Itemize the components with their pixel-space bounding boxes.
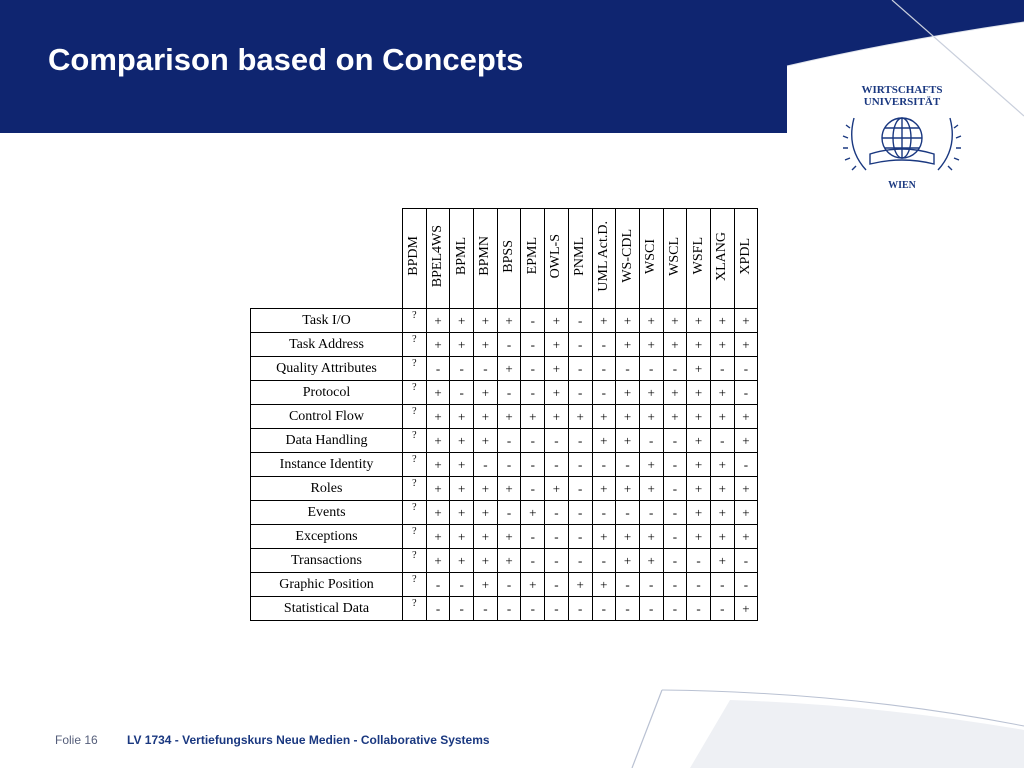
table-cell: - [734,453,758,477]
table-cell: - [592,333,616,357]
logo-line-2: UNIVERSITÄT [863,96,941,108]
column-header [450,209,474,309]
table-cell: - [663,549,687,573]
table-cell: - [568,525,592,549]
table-cell: - [592,453,616,477]
course-title: LV 1734 - Vertiefungskurs Neue Medien - Collaborative Systems [127,733,490,747]
column-header-label: BPEL4WS [430,224,446,288]
table-cell: + [639,309,663,333]
table-cell: + [687,309,711,333]
table-cell: - [592,597,616,621]
table-cell: + [450,405,474,429]
row-label: Events [251,501,403,525]
table-cell: - [639,501,663,525]
table-cell: + [426,381,450,405]
column-header [616,209,640,309]
table-body [251,309,758,621]
table-cell: - [545,525,569,549]
table-cell: + [639,525,663,549]
table-cell: + [663,333,687,357]
table-cell: - [474,357,498,381]
table-cell: + [426,333,450,357]
table-cell: - [663,501,687,525]
table-cell: - [568,309,592,333]
table-cell: - [568,357,592,381]
table-cell: + [663,405,687,429]
table-cell: - [497,333,521,357]
column-header-label: BPML [453,236,469,276]
row-label: Protocol [251,381,403,405]
table-cell: ? [403,357,427,381]
table-cell: - [545,429,569,453]
table-cell: - [497,381,521,405]
table-row [251,573,758,597]
table-cell: + [474,573,498,597]
globe-book-emblem-icon [836,108,968,180]
table-cell: ? [403,573,427,597]
table-cell: ? [403,381,427,405]
column-header [734,209,758,309]
column-header-label: XPDL [737,237,753,275]
table-cell: + [710,309,734,333]
column-header-label: WSFL [690,237,706,275]
table-cell: + [426,429,450,453]
table-row [251,333,758,357]
table-cell: + [545,309,569,333]
column-header [639,209,663,309]
table-cell: - [450,357,474,381]
table-cell: - [568,477,592,501]
table-cell: + [710,333,734,357]
table-cell: ? [403,309,427,333]
table-cell: - [568,501,592,525]
table-cell: + [592,405,616,429]
table-cell: + [450,333,474,357]
table-cell: - [545,573,569,597]
table-cell: - [710,429,734,453]
table-cell: - [663,357,687,381]
table-cell: + [710,501,734,525]
table-cell: - [426,357,450,381]
row-label: Exceptions [251,525,403,549]
table-cell: + [545,381,569,405]
table-cell: - [616,501,640,525]
table-row [251,549,758,573]
table-cell: + [592,573,616,597]
table-cell: - [663,597,687,621]
table-cell: + [426,453,450,477]
table-cell: ? [403,405,427,429]
row-label: Quality Attributes [251,357,403,381]
table-cell: + [616,309,640,333]
comparison-table [250,208,758,621]
column-header [545,209,569,309]
table-cell: + [474,501,498,525]
table-cell: + [616,549,640,573]
table-cell: ? [403,525,427,549]
table-cell: + [616,333,640,357]
column-header-label: WSCL [666,236,682,276]
table-cell: - [616,573,640,597]
table-cell: - [568,381,592,405]
table-cell: + [568,573,592,597]
table-cell: - [521,381,545,405]
table-cell: - [426,597,450,621]
table-cell: + [710,453,734,477]
table-header-row [251,209,758,309]
table-cell: + [592,477,616,501]
table-cell: - [497,597,521,621]
table-cell: - [521,333,545,357]
table-cell: ? [403,333,427,357]
table-cell: + [734,597,758,621]
table-cell: - [734,573,758,597]
table-row [251,381,758,405]
table-cell: ? [403,597,427,621]
table-cell: - [710,573,734,597]
table-cell: + [687,525,711,549]
table-row [251,501,758,525]
table-cell: + [450,525,474,549]
table-cell: + [521,501,545,525]
column-header-label: XLANG [714,231,730,281]
table-cell: + [450,309,474,333]
table-cell: - [710,597,734,621]
table-cell: - [663,573,687,597]
table-cell: + [474,549,498,573]
table-cell: ? [403,549,427,573]
table-cell: + [450,453,474,477]
column-header-label: EPML [524,237,540,275]
table-row [251,357,758,381]
column-header-label: BPMN [477,236,493,276]
table-cell: - [521,597,545,621]
table-cell: + [474,381,498,405]
table-row [251,453,758,477]
table-cell: - [450,573,474,597]
table-cell: - [521,549,545,573]
table-cell: + [474,477,498,501]
table-cell: + [734,525,758,549]
column-header [710,209,734,309]
table-cell: - [450,381,474,405]
table-cell: + [616,381,640,405]
table-cell: + [687,405,711,429]
table-cell: + [687,333,711,357]
university-logo [836,84,968,206]
table-cell: + [426,477,450,501]
table-cell: ? [403,477,427,501]
table-cell: + [568,405,592,429]
table-cell: + [734,333,758,357]
table-row [251,597,758,621]
table-cell: - [616,453,640,477]
table-cell: - [521,525,545,549]
table-cell: + [734,501,758,525]
column-header-label: BPDM [406,236,422,276]
table-cell: + [426,405,450,429]
table-cell: - [734,549,758,573]
table-cell: - [710,357,734,381]
table-cell: + [521,405,545,429]
table-cell: - [734,357,758,381]
column-header [497,209,521,309]
table-cell: - [616,357,640,381]
table-cell: + [545,477,569,501]
table-cell: - [568,453,592,477]
table-cell: + [426,549,450,573]
row-label: Control Flow [251,405,403,429]
row-label: Instance Identity [251,453,403,477]
table-cell: + [710,381,734,405]
table-cell: - [497,453,521,477]
table-cell: + [592,429,616,453]
table-cell: - [497,429,521,453]
table-cell: + [497,477,521,501]
column-header [474,209,498,309]
table-cell: + [497,357,521,381]
table-cell: + [710,405,734,429]
column-header-label: WSCI [643,238,659,274]
table-row [251,429,758,453]
row-label: Statistical Data [251,597,403,621]
table-cell: + [639,405,663,429]
table-cell: - [545,501,569,525]
table-cell: + [450,477,474,501]
row-label: Task Address [251,333,403,357]
table-cell: + [616,405,640,429]
table-cell: - [639,573,663,597]
table-cell: + [592,309,616,333]
table-cell: + [616,429,640,453]
table-cell: - [545,549,569,573]
table-cell: - [639,357,663,381]
table-cell: - [545,453,569,477]
table-cell: ? [403,501,427,525]
table-cell: + [687,501,711,525]
table-cell: - [639,429,663,453]
row-label: Task I/O [251,309,403,333]
table-cell: + [497,405,521,429]
table-cell: - [426,573,450,597]
table-cell: - [568,429,592,453]
column-header-label: OWL-S [548,233,564,279]
table-cell: - [592,381,616,405]
table-cell: + [639,549,663,573]
table-cell: - [568,333,592,357]
table-cell: + [474,333,498,357]
row-label: Transactions [251,549,403,573]
table-cell: - [521,477,545,501]
table-row [251,525,758,549]
table-cell: + [710,477,734,501]
table-cell: + [663,381,687,405]
table-cell: + [450,501,474,525]
table-cell: + [710,549,734,573]
table-cell: - [497,573,521,597]
column-header [426,209,450,309]
table-cell: + [639,333,663,357]
table-cell: - [734,381,758,405]
table-cell: ? [403,453,427,477]
table-cell: + [474,525,498,549]
table-cell: + [497,549,521,573]
table-cell: + [545,333,569,357]
table-cell: + [545,405,569,429]
table-cell: - [474,453,498,477]
table-cell: - [497,501,521,525]
table-cell: - [545,597,569,621]
table-cell: + [687,357,711,381]
table-cell: + [426,525,450,549]
column-header-label: PNML [572,236,588,276]
table-cell: + [545,357,569,381]
column-header-label: UML Act.D. [595,220,611,292]
table-cell: + [639,477,663,501]
table-cell: - [639,597,663,621]
column-header-label: WS-CDL [619,229,635,283]
table-cell: + [450,549,474,573]
slide-title: Comparison based on Concepts [48,42,524,77]
column-header [592,209,616,309]
slide-number: Folie 16 [55,733,98,747]
table-cell: + [639,453,663,477]
table-corner [251,209,403,309]
table-row [251,309,758,333]
table-cell: + [426,501,450,525]
table-cell: - [663,429,687,453]
table-cell: - [450,597,474,621]
table-cell: - [521,357,545,381]
row-label: Data Handling [251,429,403,453]
table-cell: + [639,381,663,405]
table-cell: + [687,453,711,477]
table-cell: ? [403,429,427,453]
table-cell: - [592,549,616,573]
table-cell: + [592,525,616,549]
table-cell: + [687,429,711,453]
table-cell: + [521,573,545,597]
table-cell: - [592,501,616,525]
table-cell: - [592,357,616,381]
table-cell: - [521,429,545,453]
table-cell: + [497,525,521,549]
column-header [521,209,545,309]
table-cell: + [710,525,734,549]
column-header-label: BPSS [501,239,517,273]
logo-city: WIEN [888,180,916,191]
column-header [403,209,427,309]
row-label: Graphic Position [251,573,403,597]
table-cell: - [568,549,592,573]
table-cell: + [663,309,687,333]
table-cell: + [426,309,450,333]
row-label: Roles [251,477,403,501]
table-cell: + [474,309,498,333]
table-cell: - [663,453,687,477]
table-cell: - [687,549,711,573]
table-cell: + [687,477,711,501]
table-cell: + [616,525,640,549]
table-cell: - [568,597,592,621]
table-cell: + [474,405,498,429]
column-header [687,209,711,309]
table-cell: + [497,309,521,333]
table-cell: + [734,429,758,453]
table-cell: + [616,477,640,501]
table-cell: - [663,525,687,549]
table-cell: + [734,477,758,501]
table-cell: + [734,309,758,333]
table-cell: + [687,381,711,405]
table-cell: + [450,429,474,453]
column-header [568,209,592,309]
table-cell: - [663,477,687,501]
table-row [251,477,758,501]
table-cell: + [734,405,758,429]
table-cell: + [474,429,498,453]
table-cell: - [687,573,711,597]
table-cell: - [521,309,545,333]
table-cell: - [687,597,711,621]
table-cell: - [474,597,498,621]
table-cell: - [521,453,545,477]
table-cell: - [616,597,640,621]
logo-line-1: WIRTSCHAFTS [861,84,943,96]
column-header [663,209,687,309]
table-row [251,405,758,429]
